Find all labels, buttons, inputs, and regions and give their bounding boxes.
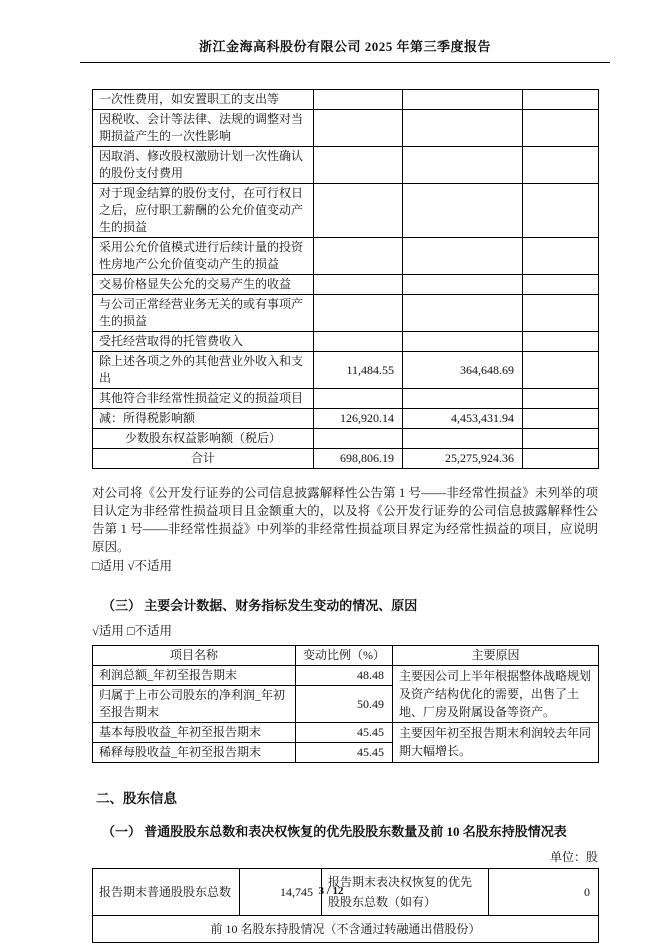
ratio-cell: 50.49 <box>296 686 393 723</box>
reason-cell: 主要因公司上半年根据整体战略规划及资产结构优化的需要，出售了土地、厂房及附属设备等资产。 <box>393 666 599 723</box>
empty-cell <box>523 409 599 429</box>
non-recurring-items-table <box>92 89 599 469</box>
applicability-line: √适用 □不适用 <box>92 624 173 638</box>
preferred-shareholders-label: 报告期末表决权恢复的优先股股东总数（如有） <box>322 869 489 916</box>
item-label: 少数股东权益影响额（税后） <box>93 429 314 449</box>
amount-cell <box>314 238 403 275</box>
note-paragraph: 对公司将《公开发行证券的公司信息披露解释性公告第 1 号——非经常性损益》未列举的项目认定为非经常性损益项目且金额重大的，以及将《公开发行证券的公司信息披露解释性公告第 1 号——非经常性损益》中列举的非经常性损益项目界定为经常性损益的项目，应说明原因。 <box>92 486 598 554</box>
header-divider <box>80 62 610 63</box>
amount-cell <box>314 275 403 295</box>
empty-cell <box>523 389 599 409</box>
amount-cell <box>403 110 523 147</box>
amount-cell <box>314 429 403 449</box>
table-row-total <box>93 449 599 469</box>
item-name: 利润总额_年初至报告期末 <box>93 666 296 686</box>
empty-cell <box>523 352 599 389</box>
amount-cell <box>403 90 523 110</box>
amount-cell: 698,806.19 <box>314 449 403 469</box>
table-row <box>93 916 599 943</box>
reason-cell: 主要因年初至报告期末利润较去年同期大幅增长。 <box>393 723 599 763</box>
amount-cell <box>403 332 523 352</box>
empty-cell <box>523 90 599 110</box>
amount-cell <box>403 295 523 332</box>
empty-cell <box>523 184 599 238</box>
amount-cell <box>403 184 523 238</box>
item-name: 归属于上市公司股东的净利润_年初至报告期末 <box>93 686 296 723</box>
applicability-line: □适用 √不适用 <box>92 559 173 573</box>
change-reason-table <box>92 645 599 763</box>
total-label: 合计 <box>93 449 314 469</box>
item-label: 与公司正常经营业务无关的或有事项产生的损益 <box>93 295 314 332</box>
amount-cell <box>314 110 403 147</box>
amount-cell <box>403 429 523 449</box>
top10-section-header: 前 10 名股东持股情况（不含通过转融通出借股份） <box>93 916 599 943</box>
amount-cell <box>403 275 523 295</box>
report-title: 浙江金海高科股份有限公司 2025 年第三季度报告 <box>198 39 491 54</box>
empty-cell <box>523 332 599 352</box>
table-row <box>93 332 599 352</box>
empty-cell <box>523 110 599 147</box>
table-row <box>93 184 599 238</box>
table-row <box>93 352 599 389</box>
preferred-shareholders-value: 0 <box>489 869 599 916</box>
table-row <box>93 238 599 275</box>
amount-cell <box>403 147 523 184</box>
common-shareholders-label: 报告期末普通股股东总数 <box>93 869 240 916</box>
item-name: 稀释每股收益_年初至报告期末 <box>93 743 296 763</box>
item-name: 基本每股收益_年初至报告期末 <box>93 723 296 743</box>
table-row <box>93 666 599 686</box>
col-header-ratio: 变动比例（%） <box>296 646 393 666</box>
item-label: 一次性费用，如安置职工的支出等 <box>93 90 314 110</box>
section-heading-shareholders: 二、股东信息 <box>96 791 177 806</box>
empty-cell <box>523 429 599 449</box>
shareholder-count-table <box>92 868 599 943</box>
common-shareholders-value: 14,745 <box>240 869 322 916</box>
table-row <box>93 723 599 743</box>
empty-cell <box>523 275 599 295</box>
item-label: 因取消、修改股权激励计划一次性确认的股份支付费用 <box>93 147 314 184</box>
amount-cell <box>314 184 403 238</box>
amount-cell <box>314 295 403 332</box>
table-row <box>93 110 599 147</box>
item-label: 采用公允价值模式进行后续计量的投资性房地产公允价值变动产生的损益 <box>93 238 314 275</box>
table-row <box>93 429 599 449</box>
amount-cell <box>314 389 403 409</box>
col-header-item: 项目名称 <box>93 646 296 666</box>
page-number: 3 / 12 <box>318 885 344 897</box>
section-heading-change: （三） 主要会计数据、财务指标发生变动的情况、原因 <box>102 598 418 613</box>
item-label: 受托经营取得的托管费收入 <box>93 332 314 352</box>
item-label: 减：所得税影响额 <box>93 409 314 429</box>
item-label: 除上述各项之外的其他营业外收入和支出 <box>93 352 314 389</box>
amount-cell <box>403 389 523 409</box>
amount-cell <box>314 147 403 184</box>
amount-cell: 4,453,431.94 <box>403 409 523 429</box>
amount-cell <box>403 238 523 275</box>
amount-cell <box>314 90 403 110</box>
subsection-heading-top10: （一） 普通股股东总数和表决权恢复的优先股股东数量及前 10 名股东持股情况表 <box>102 824 567 839</box>
item-label: 对于现金结算的股份支付，在可行权日之后，应付职工薪酬的公允价值变动产生的损益 <box>93 184 314 238</box>
ratio-cell: 48.48 <box>296 666 393 686</box>
amount-cell: 11,484.55 <box>314 352 403 389</box>
table-row <box>93 409 599 429</box>
empty-cell <box>523 295 599 332</box>
empty-cell <box>523 238 599 275</box>
item-label: 交易价格显失公允的交易产生的收益 <box>93 275 314 295</box>
empty-cell <box>523 147 599 184</box>
table-row <box>93 90 599 110</box>
table-row <box>93 147 599 184</box>
empty-cell <box>523 449 599 469</box>
table-row <box>93 275 599 295</box>
amount-cell <box>314 332 403 352</box>
amount-cell: 25,275,924.36 <box>403 449 523 469</box>
table-row <box>93 389 599 409</box>
table-header-row <box>93 646 599 666</box>
ratio-cell: 45.45 <box>296 723 393 743</box>
ratio-cell: 45.45 <box>296 743 393 763</box>
col-header-reason: 主要原因 <box>393 646 599 666</box>
amount-cell: 364,648.69 <box>403 352 523 389</box>
item-label: 其他符合非经常性损益定义的损益项目 <box>93 389 314 409</box>
unit-label: 单位：股 <box>549 850 598 864</box>
amount-cell: 126,920.14 <box>314 409 403 429</box>
item-label: 因税收、会计等法律、法规的调整对当期损益产生的一次性影响 <box>93 110 314 147</box>
table-row <box>93 295 599 332</box>
